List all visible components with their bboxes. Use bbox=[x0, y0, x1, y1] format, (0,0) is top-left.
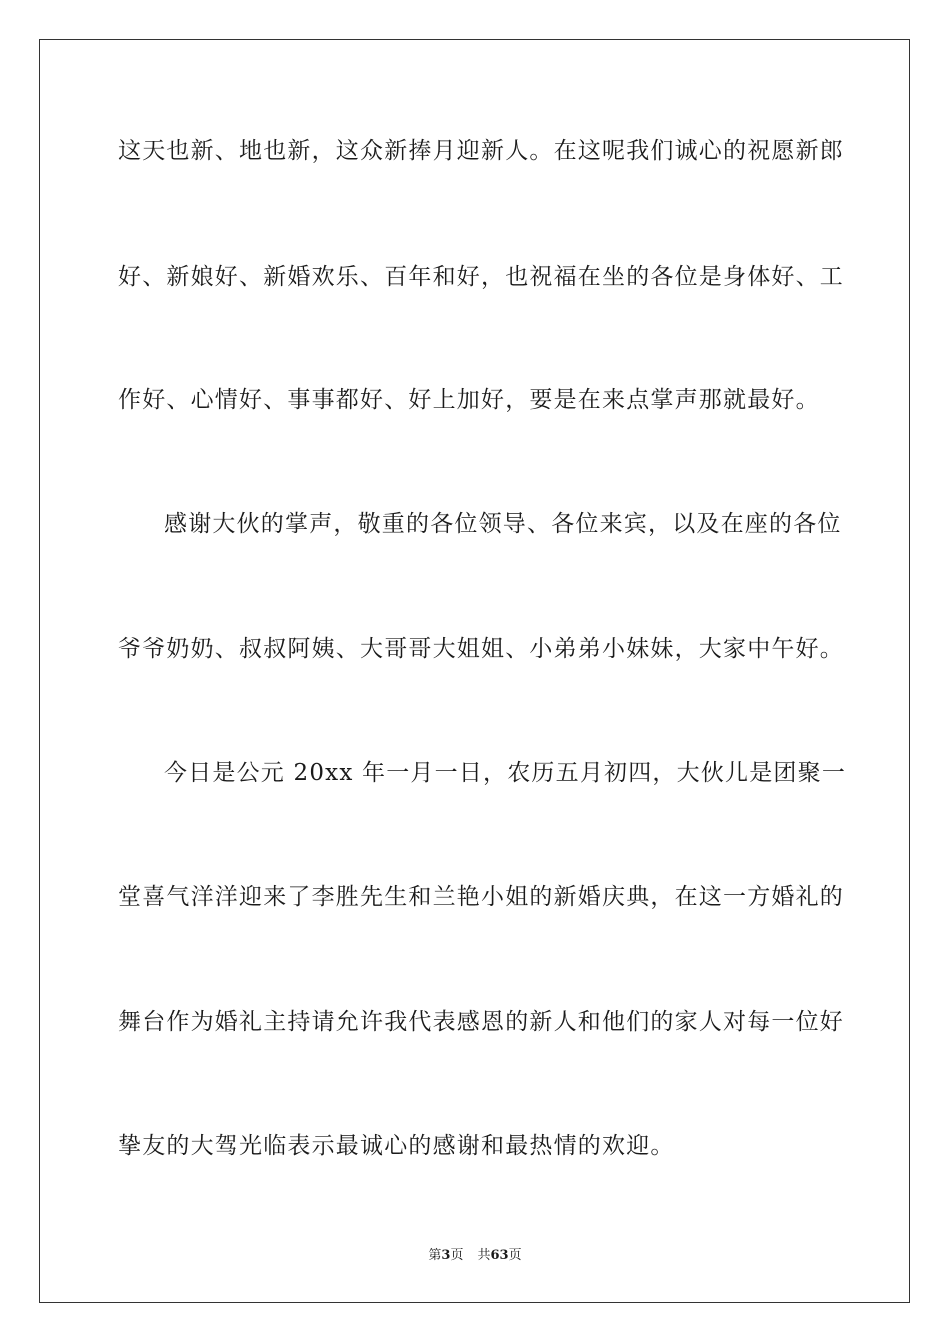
page-footer bbox=[0, 1248, 950, 1264]
paragraph-line-1: 这天也新、地也新，这众新捧月迎新人。在这呢我们诚心的祝愿新郎 bbox=[118, 138, 844, 164]
footer-page-number: 3 bbox=[441, 1248, 451, 1263]
paragraph-line-5: 爷爷奶奶、叔叔阿姨、大哥哥大姐姐、小弟弟小妹妹，大家中午好。 bbox=[118, 636, 844, 662]
paragraph-line-2: 好、新娘好、新婚欢乐、百年和好，也祝福在坐的各位是身体好、工 bbox=[118, 264, 844, 290]
footer-total-pages: 63 bbox=[490, 1248, 509, 1263]
paragraph-line-9: 挚友的大驾光临表示最诚心的感谢和最热情的欢迎。 bbox=[118, 1133, 675, 1159]
paragraph-line-8: 舞台作为婚礼主持请允许我代表感恩的新人和他们的家人对每一位好 bbox=[118, 1009, 844, 1035]
paragraph-line-3: 作好、心情好、事事都好、好上加好，要是在来点掌声那就最好。 bbox=[118, 387, 820, 413]
paragraph-line-4: 感谢大伙的掌声，敬重的各位领导、各位来宾，以及在座的各位 bbox=[164, 511, 842, 537]
paragraph-line-6: 今日是公元 20xx 年一月一日，农历五月初四，大伙儿是团聚一 bbox=[164, 760, 847, 786]
footer-page-prefix: 第 bbox=[428, 1248, 442, 1263]
footer-page-suffix: 页 bbox=[450, 1248, 464, 1263]
page-border bbox=[39, 39, 910, 1303]
paragraph-line-7: 堂喜气洋洋迎来了李胜先生和兰艳小姐的新婚庆典，在这一方婚礼的 bbox=[118, 884, 844, 910]
footer-total-prefix: 共 bbox=[477, 1248, 491, 1263]
footer-total-suffix: 页 bbox=[508, 1248, 522, 1263]
